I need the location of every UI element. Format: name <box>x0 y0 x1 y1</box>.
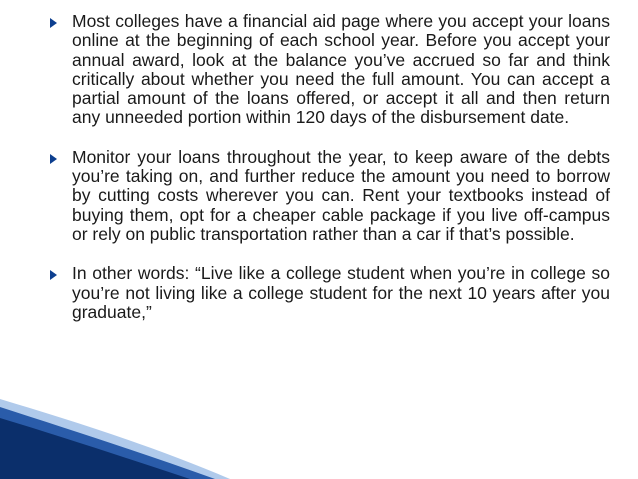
bullet-text: In other words: “Live like a college student when you’re in college so you’re not living like a college student for the next 10 years after you graduate,” <box>72 263 610 322</box>
bullet-item-2 <box>50 148 610 244</box>
swoosh-light <box>0 399 230 479</box>
bullet-text: Monitor your loans throughout the year, to keep aware of the debts you’re taking on, and further reduce the amount you need to borrow by cutting costs wherever you can. Rent your textbooks instead of buying them, opt for a cheaper cable package if you live off-campus or rely on public transportation rather than a car if that’s possible. <box>72 146 610 244</box>
swoosh-mid <box>0 407 215 479</box>
bullet-item-3 <box>50 264 610 322</box>
bullet-list <box>50 12 610 342</box>
bullet-text: Most colleges have a financial aid page where you accept your loans online at the beginning of each school year. Before you accept your annual award, look at the balance you’ve accrued so far and think critically about whether you need the full amount. You can accept a partial amount of the loans offered, or accept it all and then return any unneeded portion within 120 days of the disbursement date. <box>72 11 610 128</box>
triangle-bullet-icon <box>50 270 57 280</box>
triangle-bullet-icon <box>50 18 57 28</box>
triangle-bullet-icon <box>50 154 57 164</box>
bullet-item-1 <box>50 12 610 128</box>
swoosh-dark <box>0 418 190 479</box>
